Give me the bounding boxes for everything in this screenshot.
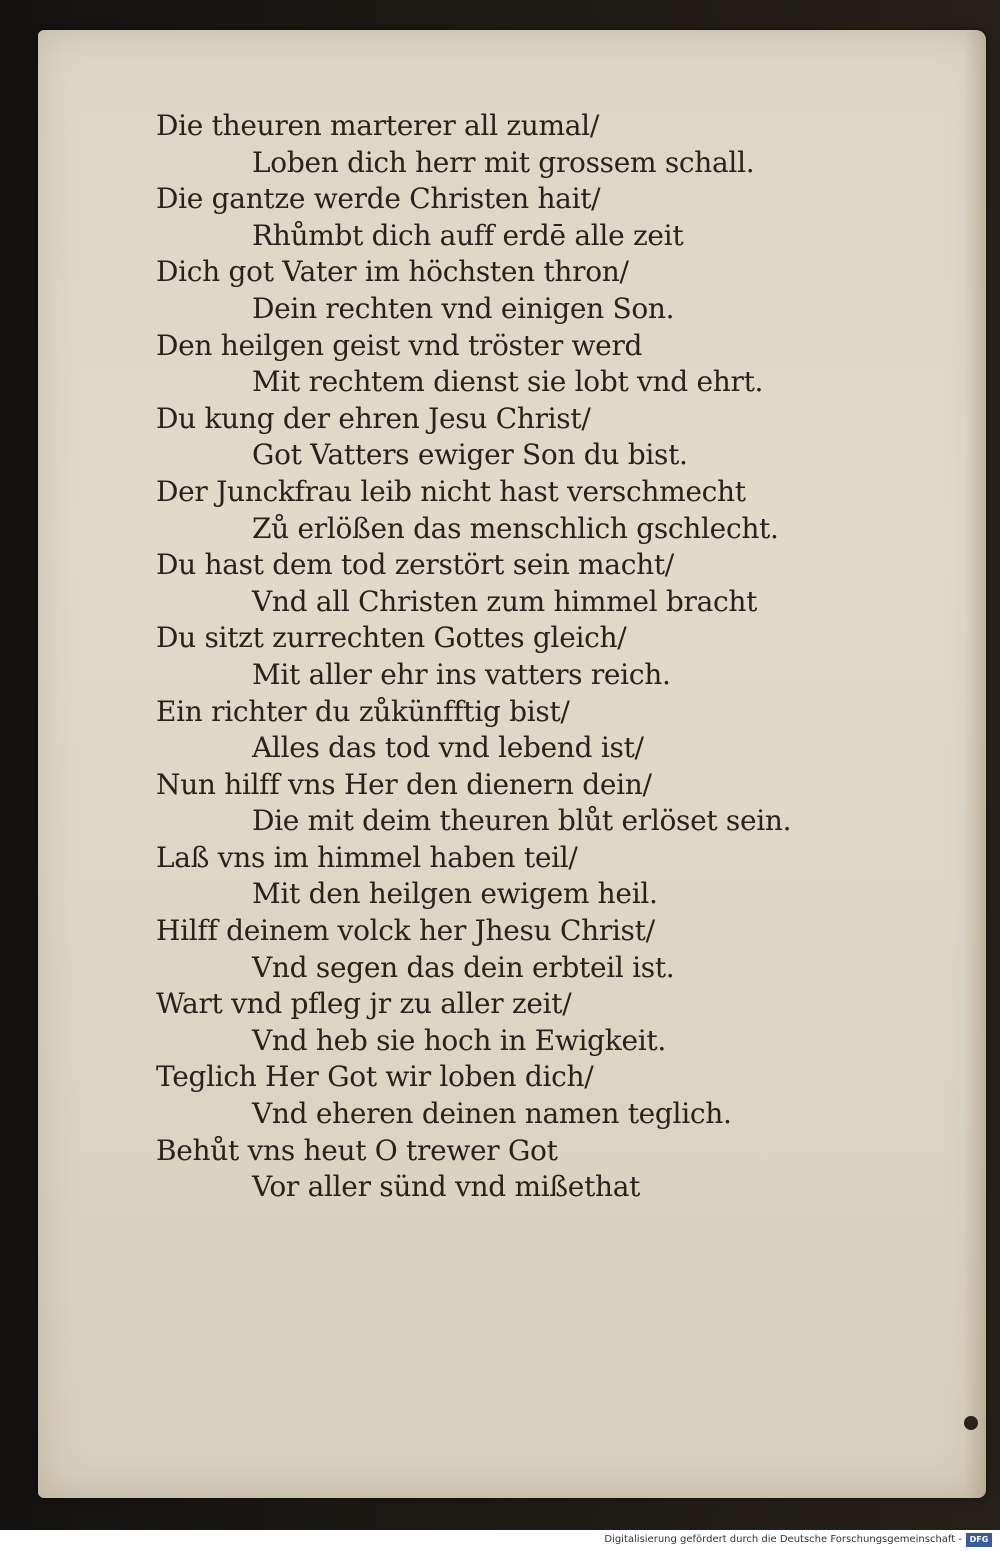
verse-line: Vor aller sünd vnd mißethat bbox=[252, 1170, 641, 1204]
book-page bbox=[38, 30, 986, 1498]
verse-line: Vnd heb sie hoch in Ewigkeit. bbox=[252, 1023, 666, 1057]
ink-speck bbox=[964, 1416, 978, 1430]
verse-line: Mit rechtem dienst sie lobt vnd ehrt. bbox=[252, 365, 764, 399]
verse-line: Zů erlößen das menschlich gschlecht. bbox=[252, 511, 779, 545]
verse-line: Rhůmbt dich auff erdē alle zeit bbox=[252, 218, 684, 252]
verse-line: Du hast dem tod zerstört sein macht/ bbox=[156, 548, 674, 582]
verse-line: Vnd segen das dein erbteil ist. bbox=[252, 950, 675, 984]
verse-line: Vnd all Christen zum himmel bracht bbox=[252, 584, 758, 618]
dfg-logo-icon: DFG bbox=[966, 1533, 992, 1547]
page-edge-shading bbox=[964, 30, 986, 1498]
verse-line: Dein rechten vnd einigen Son. bbox=[252, 291, 675, 325]
verse-line: Du sitzt zurrechten Gottes gleich/ bbox=[156, 621, 627, 655]
verse-line: Du kung der ehren Jesu Christ/ bbox=[156, 401, 591, 435]
verse-line: Behůt vns heut O trewer Got bbox=[156, 1133, 558, 1167]
funding-credit: Digitalisierung gefördert durch die Deutsche Forschungsgemeinschaft - bbox=[604, 1534, 962, 1545]
footer-bar bbox=[0, 1530, 1000, 1551]
verse-line: Die gantze werde Christen hait/ bbox=[156, 182, 601, 216]
verse-block bbox=[156, 108, 916, 1206]
verse-line: Mit aller ehr ins vatters reich. bbox=[252, 657, 671, 691]
verse-line: Mit den heilgen ewigem heil. bbox=[252, 877, 658, 911]
verse-line: Die mit deim theuren blůt erlöset sein. bbox=[252, 804, 792, 838]
verse-line: Ein richter du zůkünfftig bist/ bbox=[156, 694, 570, 728]
verse-line: Nun hilff vns Her den dienern dein/ bbox=[156, 767, 652, 801]
verse-line: Teglich Her Got wir loben dich/ bbox=[156, 1060, 594, 1094]
verse-line: Laß vns im himmel haben teil/ bbox=[156, 840, 578, 874]
verse-line: Vnd eheren deinen namen teglich. bbox=[252, 1097, 732, 1131]
verse-line: Die theuren marterer all zumal/ bbox=[156, 109, 599, 142]
verse-line: Hilff deinem volck her Jhesu Christ/ bbox=[156, 914, 655, 948]
verse-line: Got Vatters ewiger Son du bist. bbox=[252, 438, 688, 472]
verse-line: Der Junckfrau leib nicht hast verschmecht bbox=[156, 474, 746, 508]
verse-line: Den heilgen geist vnd tröster werd bbox=[156, 328, 643, 362]
verse-line: Alles das tod vnd lebend ist/ bbox=[252, 731, 644, 765]
verse-line: Loben dich herr mit grossem schall. bbox=[252, 145, 755, 179]
verse-line: Dich got Vater im höchsten thron/ bbox=[156, 255, 629, 289]
verse-line: Wart vnd pfleg jr zu aller zeit/ bbox=[156, 987, 572, 1021]
